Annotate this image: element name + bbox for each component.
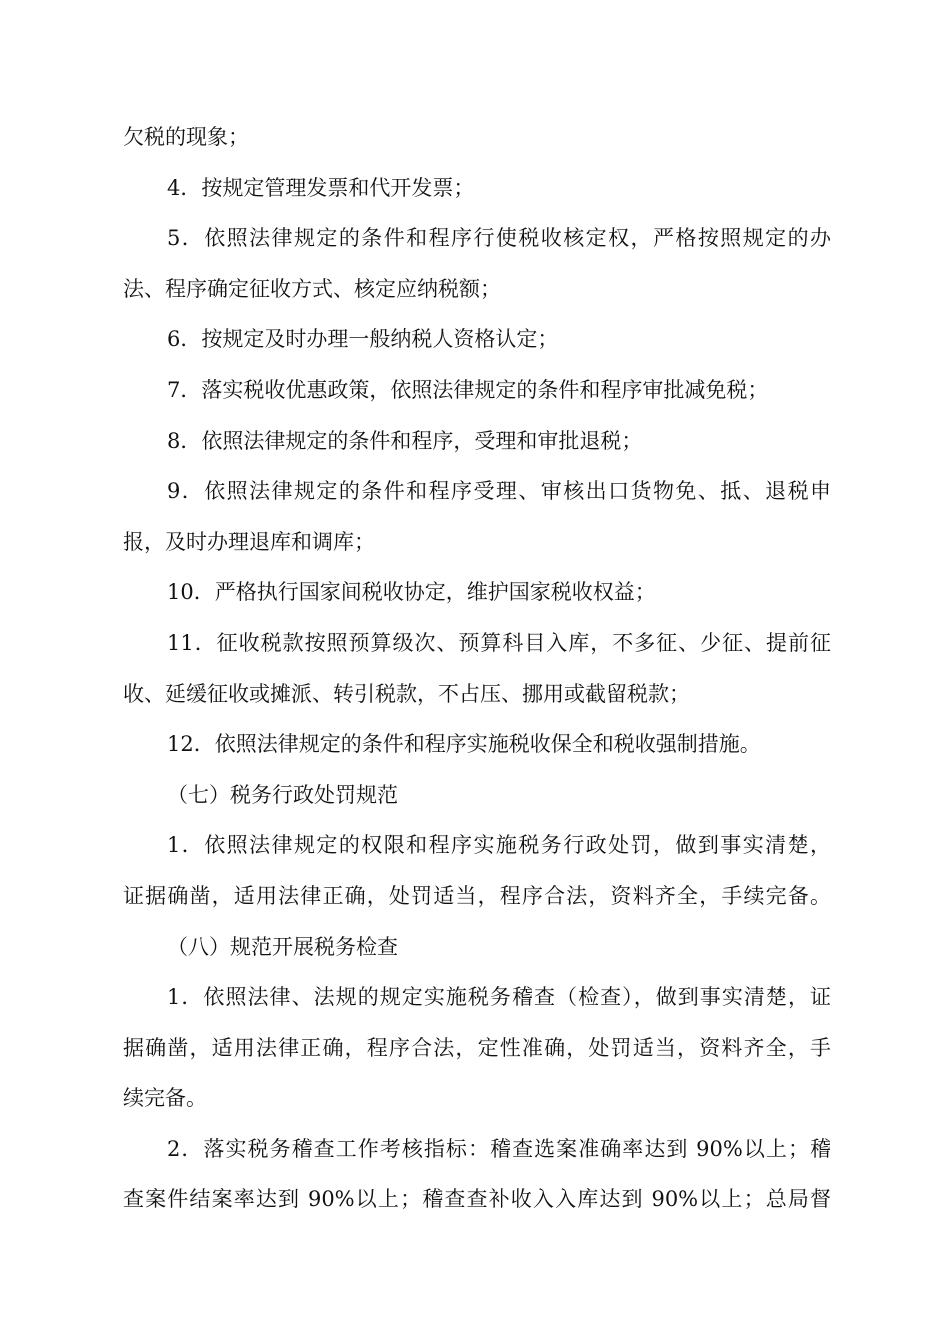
- text-line: 据确凿，适用法律正确，程序合法，定性准确，处罚适当，资料齐全，手: [123, 1035, 831, 1060]
- text-line: 12．依照法律规定的条件和程序实施税收保全和税收强制措施。: [167, 732, 761, 757]
- text-line: 10．严格执行国家间税收协定，维护国家税收权益；: [167, 580, 656, 605]
- text-line: 1．依照法律规定的权限和程序实施税务行政处罚，做到事实清楚，: [167, 833, 831, 858]
- text-line: 收、延缓征收或摊派、转引税款，不占压、挪用或截留税款；: [123, 681, 690, 706]
- text-line: 报，及时办理退库和调库；: [123, 529, 375, 554]
- text-line: 法、程序确定征收方式、核定应纳税额；: [123, 276, 501, 301]
- text-line: 6．按规定及时办理一般纳税人资格认定；: [167, 327, 559, 352]
- text-line: 欠税的现象；: [123, 125, 249, 149]
- text-line: 2．落实税务稽查工作考核指标：稽查选案准确率达到 90%以上；稽: [167, 1136, 831, 1161]
- text-line: 8．依照法律规定的条件和程序，受理和审批退税；: [167, 428, 643, 453]
- section-heading: （八）规范开展税务检查: [167, 934, 398, 959]
- text-line: 查案件结案率达到 90%以上；稽查查补收入入库达到 90%以上；总局督: [123, 1187, 831, 1212]
- document-body: [123, 112, 831, 1225]
- text-line: 续完备。: [123, 1086, 207, 1111]
- text-line: 9．依照法律规定的条件和程序受理、审核出口货物免、抵、退税申: [167, 479, 831, 504]
- text-line: 证据确凿，适用法律正确，处罚适当，程序合法，资料齐全，手续完备。: [123, 883, 831, 908]
- text-line: 5．依照法律规定的条件和程序行使税收核定权，严格按照规定的办: [167, 226, 831, 251]
- text-line: 1．依照法律、法规的规定实施税务稽查（检查），做到事实清楚，证: [167, 985, 831, 1010]
- text-line: 4．按规定管理发票和代开发票；: [167, 175, 475, 200]
- text-line: 11．征收税款按照预算级次、预算科目入库，不多征、少征、提前征: [167, 630, 831, 655]
- section-heading: （七）税务行政处罚规范: [167, 782, 398, 807]
- text-line: 7．落实税收优惠政策，依照法律规定的条件和程序审批减免税；: [167, 377, 769, 402]
